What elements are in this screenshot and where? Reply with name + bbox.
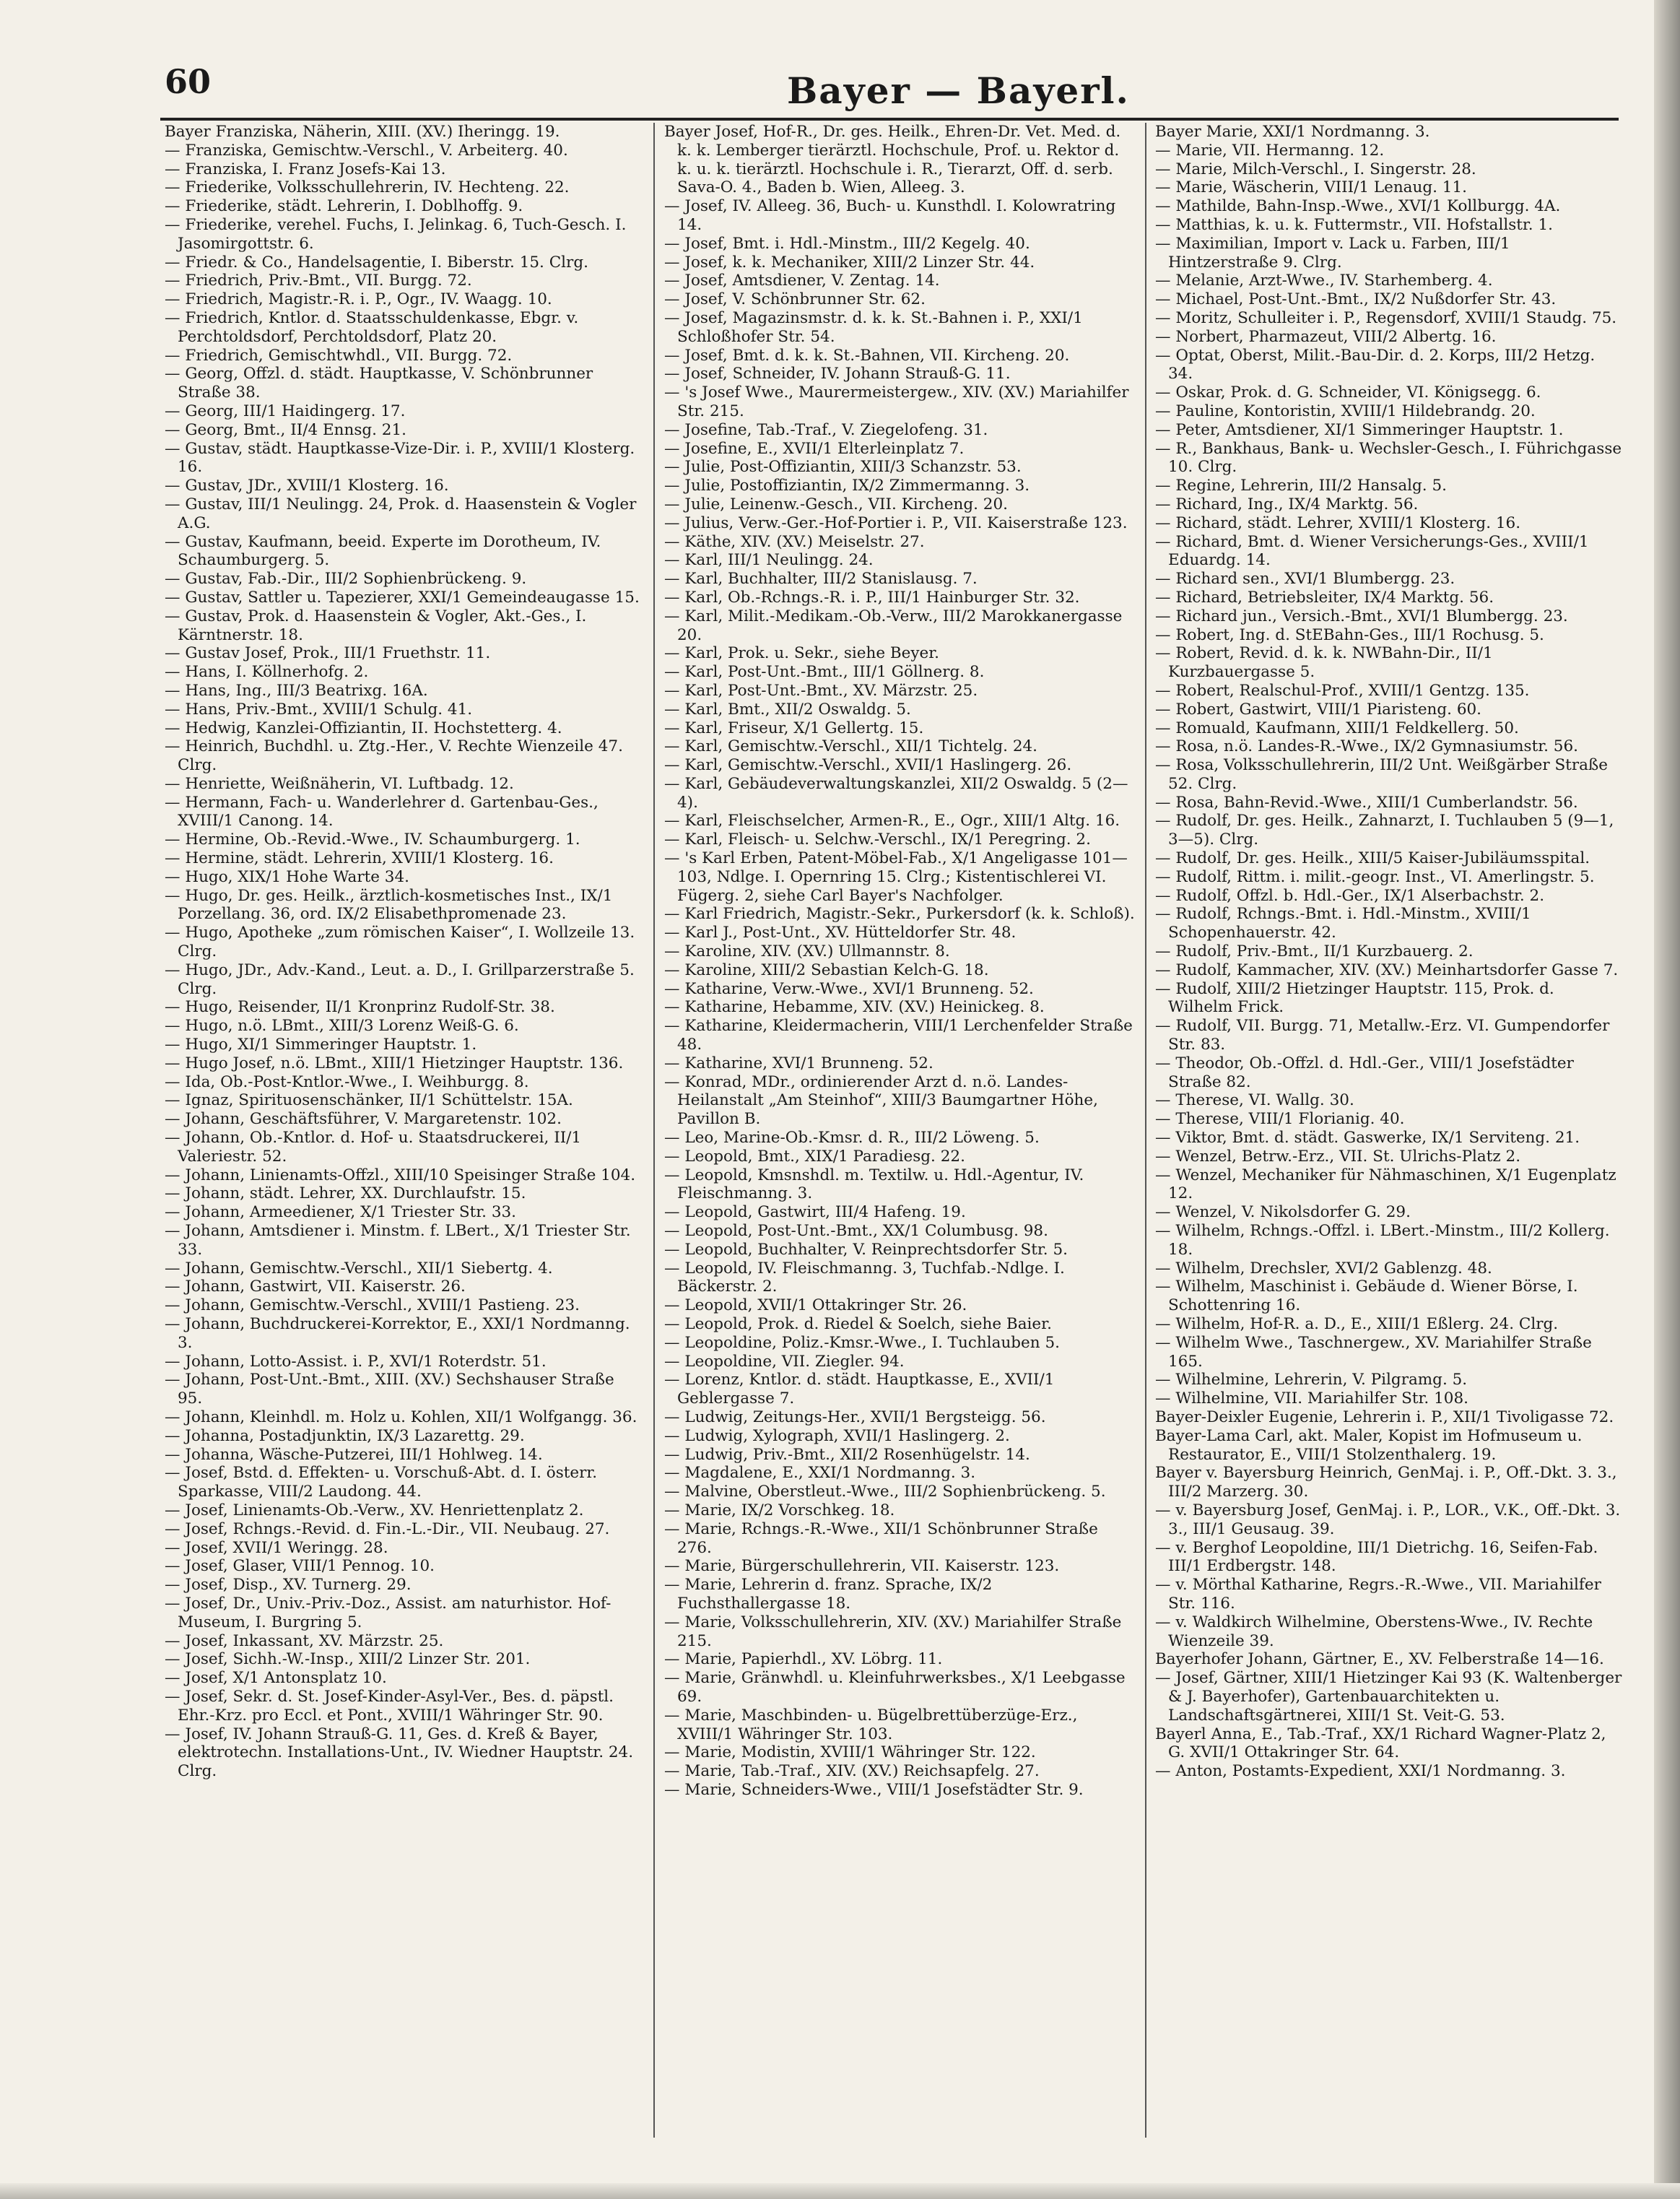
directory-entry: — Marie, Modistin, XVIII/1 Währinger Str. 122. bbox=[664, 1743, 1036, 1762]
directory-entry: — Karl, Buchhalter, III/2 Stanislausg. 7. bbox=[664, 570, 978, 589]
directory-entry: — Gustav, Sattler u. Tapezierer, XXI/1 Gemeindeaugasse 15. bbox=[165, 588, 640, 607]
directory-entry: — Rudolf, Rittm. i. milit.-geogr. Inst., VI. Amerlingstr. 5. bbox=[1155, 867, 1595, 886]
directory-entry: — Richard jun., Versich.-Bmt., XVI/1 Blumbergg. 23. bbox=[1155, 607, 1568, 625]
directory-entry: — Richard, Ing., IX/4 Marktg. 56. bbox=[1155, 495, 1419, 513]
directory-entry: — Josef, XVII/1 Weringg. 28. bbox=[165, 1538, 388, 1557]
directory-entry: — Josefine, E., XVII/1 Elterleinplatz 7. bbox=[664, 439, 965, 458]
directory-entry: — Johann, Linienamts-Offzl., XIII/10 Speisinger Straße 104. bbox=[165, 1166, 636, 1184]
directory-entry: — Josef, Sekr. d. St. Josef-Kinder-Asyl-Ver., Bes. d. päpstl. Ehr.-Krz. pro Eccl. et Pont., XVIII/1 Währinger Str. 90. bbox=[165, 1687, 614, 1725]
directory-entry: — Regine, Lehrerin, III/2 Hansalg. 5. bbox=[1155, 477, 1447, 495]
directory-entry: — Josef, IV. Alleeg. 36, Buch- u. Kunsthdl. I. Kolowratring 14. bbox=[664, 197, 1116, 234]
directory-entry: — Wilhelmine, VII. Mariahilfer Str. 108. bbox=[1155, 1389, 1468, 1408]
directory-entry: — Moritz, Schulleiter i. P., Regensdorf, XVIII/1 Staudg. 75. bbox=[1155, 308, 1617, 327]
column-divider bbox=[653, 123, 655, 2138]
directory-entry: — Hermine, städt. Lehrerin, XVIII/1 Klosterg. 16. bbox=[165, 849, 554, 868]
directory-entry: — Karl, Friseur, X/1 Gellertg. 15. bbox=[664, 719, 924, 737]
directory-entry: — Karl, Fleischselcher, Armen-R., E., Ogr., XIII/1 Altg. 16. bbox=[664, 812, 1120, 830]
directory-entry: — Leopoldine, VII. Ziegler. 94. bbox=[664, 1352, 905, 1371]
directory-entry: — Michael, Post-Unt.-Bmt., IX/2 Nußdorfer Str. 43. bbox=[1155, 290, 1557, 309]
directory-entry: — Franziska, I. Franz Josefs-Kai 13. bbox=[165, 160, 446, 178]
directory-entry: — Hugo, n.ö. LBmt., XIII/3 Lorenz Weiß-G. 6. bbox=[165, 1017, 519, 1036]
directory-entry: — Pauline, Kontoristin, XVIII/1 Hildebrandg. 20. bbox=[1155, 402, 1536, 420]
directory-entry: — Therese, VIII/1 Florianig. 40. bbox=[1155, 1110, 1405, 1129]
directory-entry: — Julie, Leinenw.-Gesch., VII. Kircheng. 20. bbox=[664, 495, 1008, 513]
directory-entry: — Johann, Post-Unt.-Bmt., XIII. (XV.) Sechshauser Straße 95. bbox=[165, 1371, 614, 1408]
directory-entry: — Johann, Buchdruckerei-Korrektor, E., XXI/1 Nordmanng. 3. bbox=[165, 1315, 630, 1352]
directory-entry: — Georg, III/1 Haidingerg. 17. bbox=[165, 402, 406, 420]
directory-entry: — Marie, Gränwhdl. u. Kleinfuhrwerksbes., X/1 Leebgasse 69. bbox=[664, 1669, 1126, 1706]
directory-entry: — Josef, X/1 Antonsplatz 10. bbox=[165, 1669, 387, 1688]
directory-entry: — Robert, Ing. d. StEBahn-Ges., III/1 Rochusg. 5. bbox=[1155, 625, 1544, 644]
directory-entry: — Gustav, Fab.-Dir., III/2 Sophienbrückeng. 9. bbox=[165, 570, 527, 589]
directory-entry: — v. Berghof Leopoldine, III/1 Dietrichg. 16, Seifen-Fab. III/1 Erdbergstr. 148. bbox=[1155, 1538, 1598, 1576]
directory-entry: — Wenzel, V. Nikolsdorfer G. 29. bbox=[1155, 1203, 1411, 1222]
directory-entry: — Gustav, JDr., XVIII/1 Klosterg. 16. bbox=[165, 477, 449, 495]
directory-entry: — Mathilde, Bahn-Insp.-Wwe., XVI/1 Kollburgg. 4A. bbox=[1155, 197, 1561, 216]
directory-entry: — Friedrich, Magistr.-R. i. P., Ogr., IV. Waagg. 10. bbox=[165, 290, 552, 309]
directory-entry: — Gustav, Prok. d. Haasenstein & Vogler, Akt.-Ges., I. Kärntnerstr. 18. bbox=[165, 607, 587, 644]
directory-entry: — Hugo, Reisender, II/1 Kronprinz Rudolf-Str. 38. bbox=[165, 998, 555, 1017]
directory-entry: — Robert, Revid. d. k. k. NWBahn-Dir., II/1 Kurzbauergasse 5. bbox=[1155, 644, 1493, 682]
directory-column-3 bbox=[1155, 123, 1623, 2159]
directory-entry: — Robert, Gastwirt, VIII/1 Piaristeng. 60. bbox=[1155, 700, 1482, 719]
directory-entry: — Karl, Bmt., XII/2 Oswaldg. 5. bbox=[664, 700, 911, 719]
directory-entry: — Johann, Geschäftsführer, V. Margaretenstr. 102. bbox=[165, 1110, 562, 1129]
directory-entry: — Karl J., Post-Unt., XV. Hütteldorfer Str. 48. bbox=[664, 924, 1017, 942]
directory-entry: — Optat, Oberst, Milit.-Bau-Dir. d. 2. Korps, III/2 Hetzg. 34. bbox=[1155, 346, 1596, 383]
directory-entry: — Marie, Tab.-Traf., XIV. (XV.) Reichsapfelg. 27. bbox=[664, 1762, 1040, 1781]
directory-entry: — Josef, Gärtner, XIII/1 Hietzinger Kai 93 (K. Waltenberger & J. Bayerhofer), Gartenbauarchitekten u. Landschaftsgärtnerei, XIII/1 St. Veit-G. 53. bbox=[1155, 1669, 1622, 1725]
directory-entry: — Johann, Amtsdiener i. Minstm. f. LBert., X/1 Triester Str. 33. bbox=[165, 1222, 631, 1259]
directory-entry: — Richard, Betriebsleiter, IX/4 Marktg. 56. bbox=[1155, 588, 1494, 607]
directory-entry: — Peter, Amtsdiener, XI/1 Simmeringer Hauptstr. 1. bbox=[1155, 420, 1564, 439]
directory-entry: — Gustav, III/1 Neulingg. 24, Prok. d. Haasenstein & Vogler A.G. bbox=[165, 495, 637, 532]
directory-entry: — Hermann, Fach- u. Wanderlehrer d. Gartenbau-Ges., XVIII/1 Canong. 14. bbox=[165, 793, 599, 830]
directory-entry: — Oskar, Prok. d. G. Schneider, VI. Königsegg. 6. bbox=[1155, 383, 1541, 402]
directory-entry: — Romuald, Kaufmann, XIII/1 Feldkellerg. 50. bbox=[1155, 719, 1519, 737]
directory-entry: — Johann, städt. Lehrer, XX. Durchlaufstr. 15. bbox=[165, 1184, 526, 1203]
column-divider bbox=[1145, 123, 1146, 2138]
directory-entry: — Rosa, n.ö. Landes-R.-Wwe., IX/2 Gymnasiumstr. 56. bbox=[1155, 737, 1578, 756]
directory-entry: — Josefine, Tab.-Traf., V. Ziegelofeng. 31. bbox=[664, 420, 988, 439]
directory-entry: — Leopold, Post-Unt.-Bmt., XX/1 Columbusg. 98. bbox=[664, 1222, 1048, 1241]
directory-entry: — Rosa, Volksschullehrerin, III/2 Unt. Weißgärber Straße 52. Clrg. bbox=[1155, 756, 1609, 793]
directory-entry: — Rudolf, Dr. ges. Heilk., Zahnarzt, I. Tuchlauben 5 (9—1, 3—5). Clrg. bbox=[1155, 812, 1614, 849]
directory-entry: — Hans, Priv.-Bmt., XVIII/1 Schulg. 41. bbox=[165, 700, 473, 719]
directory-entry: — Konrad, MDr., ordinierender Arzt d. n.ö. Landes-Heilanstalt „Am Steinhof“, XIII/3 Baumgartner Höhe, Pavillon B. bbox=[664, 1072, 1098, 1129]
directory-entry: — Wenzel, Betrw.-Erz., VII. St. Ulrichs-Platz 2. bbox=[1155, 1147, 1521, 1166]
directory-entry: — Rudolf, Kammacher, XIV. (XV.) Meinhartsdorfer Gasse 7. bbox=[1155, 960, 1619, 979]
directory-entry: Bayerhofer Johann, Gärtner, E., XV. Felberstraße 14—16. bbox=[1155, 1650, 1604, 1669]
directory-entry: — Gustav Josef, Prok., III/1 Fruethstr. 11. bbox=[165, 644, 491, 663]
running-head: Bayer — Bayerl. bbox=[787, 69, 1130, 112]
directory-entry: — Marie, Rchngs.-R.-Wwe., XII/1 Schönbrunner Straße 276. bbox=[664, 1519, 1098, 1557]
directory-entry: — Friedrich, Priv.-Bmt., VII. Burgg. 72. bbox=[165, 272, 472, 290]
directory-entry: — Wilhelm Wwe., Taschnergew., XV. Mariahilfer Straße 165. bbox=[1155, 1333, 1592, 1371]
directory-entry: — Karoline, XIII/2 Sebastian Kelch-G. 18. bbox=[664, 960, 989, 979]
directory-entry: — Karl, Ob.-Rchngs.-R. i. P., III/1 Hainburger Str. 32. bbox=[664, 588, 1080, 607]
directory-entry: — Melanie, Arzt-Wwe., IV. Starhemberg. 4. bbox=[1155, 272, 1493, 290]
directory-entry: — Rudolf, Dr. ges. Heilk., XIII/5 Kaiser-Jubiläumsspital. bbox=[1155, 849, 1590, 868]
directory-entry: — Leopold, Kmsnshdl. m. Textilw. u. Hdl.-Agentur, IV. Fleischmanng. 3. bbox=[664, 1166, 1084, 1203]
directory-entry: — Hugo, Dr. ges. Heilk., ärztlich-kosmetisches Inst., IX/1 Porzellang. 36, ord. IX/2 Elisabethpromenade 23. bbox=[165, 886, 613, 924]
page-edge-right bbox=[1654, 0, 1680, 2199]
directory-entry: — Josef, Bstd. d. Effekten- u. Vorschuß-Abt. d. I. österr. Sparkasse, VIII/2 Laudong. 44. bbox=[165, 1464, 598, 1501]
directory-entry: — Marie, Bürgerschullehrerin, VII. Kaiserstr. 123. bbox=[664, 1557, 1060, 1576]
directory-entry: — Wilhelmine, Lehrerin, V. Pilgramg. 5. bbox=[1155, 1371, 1468, 1389]
directory-entry: — Julie, Post-Offiziantin, XIII/3 Schanzstr. 53. bbox=[664, 458, 1022, 477]
directory-entry: — Marie, Milch-Verschl., I. Singerstr. 28. bbox=[1155, 160, 1476, 178]
directory-entry: — Marie, IX/2 Vorschkeg. 18. bbox=[664, 1501, 895, 1519]
directory-entry: — Ludwig, Priv.-Bmt., XII/2 Rosenhügelstr. 14. bbox=[664, 1445, 1030, 1464]
directory-entry: — Josef, Dr., Univ.-Priv.-Doz., Assist. am naturhistor. Hof-Museum, I. Burgring 5. bbox=[165, 1594, 611, 1631]
directory-entry: — Johann, Gastwirt, VII. Kaiserstr. 26. bbox=[165, 1278, 466, 1296]
directory-entry: — Josef, IV. Johann Strauß-G. 11, Ges. d. Kreß & Bayer, elektrotechn. Installations-Unt., IV. Wiedner Hauptstr. 24. Clrg. bbox=[165, 1725, 634, 1781]
directory-entry: — Johann, Gemischtw.-Verschl., XVIII/1 Pastieng. 23. bbox=[165, 1296, 580, 1315]
directory-entry: — Josef, Magazinsmstr. d. k. k. St.-Bahnen i. P., XXI/1 Schloßhofer Str. 54. bbox=[664, 308, 1083, 346]
directory-entry: — Johann, Armeediener, X/1 Triester Str. 33. bbox=[165, 1203, 517, 1222]
directory-entry: — Hans, Ing., III/3 Beatrixg. 16A. bbox=[165, 681, 428, 700]
directory-entry: — Rudolf, Priv.-Bmt., II/1 Kurzbauerg. 2. bbox=[1155, 942, 1474, 961]
directory-entry: — Robert, Realschul-Prof., XVIII/1 Gentzg. 135. bbox=[1155, 681, 1530, 700]
directory-entry: — Josef, Schneider, IV. Johann Strauß-G. 11. bbox=[664, 365, 1011, 383]
directory-entry: — Katharine, XVI/1 Brunneng. 52. bbox=[664, 1054, 933, 1072]
directory-entry: — Leopold, Bmt., XIX/1 Paradiesg. 22. bbox=[664, 1147, 965, 1166]
directory-entry: — Hugo, XI/1 Simmeringer Hauptstr. 1. bbox=[165, 1036, 477, 1054]
directory-entry: — Johanna, Wäsche-Putzerei, III/1 Hohlweg. 14. bbox=[165, 1445, 543, 1464]
directory-entry: — Rudolf, Offzl. b. Hdl.-Ger., IX/1 Alserbachstr. 2. bbox=[1155, 886, 1545, 905]
directory-entry: Bayer-Deixler Eugenie, Lehrerin i. P., XII/1 Tivoligasse 72. bbox=[1155, 1408, 1614, 1426]
directory-entry: — Rudolf, Rchngs.-Bmt. i. Hdl.-Minstm., XVIII/1 Schopenhauerstr. 42. bbox=[1155, 905, 1531, 942]
directory-entry: — Friederike, städt. Lehrerin, I. Doblhoffg. 9. bbox=[165, 197, 523, 216]
directory-entry: — Marie, Papierhdl., XV. Löbrg. 11. bbox=[664, 1650, 943, 1669]
directory-entry: — Karl, III/1 Neulingg. 24. bbox=[664, 551, 874, 570]
directory-entry: — Leopold, IV. Fleischmanng. 3, Tuchfab.-Ndlge. I. Bäckerstr. 2. bbox=[664, 1259, 1065, 1296]
directory-entry: — Hugo Josef, n.ö. LBmt., XIII/1 Hietzinger Hauptstr. 136. bbox=[165, 1054, 624, 1072]
directory-entry: — Richard sen., XVI/1 Blumbergg. 23. bbox=[1155, 570, 1455, 589]
directory-entry: Bayer Josef, Hof-R., Dr. ges. Heilk., Ehren-Dr. Vet. Med. d. k. k. Lemberger tierärztl. Hochschule, Prof. u. Rektor d. k. u. k. tierärztl. Hochschule i. R., Tierarzt, Off. d. serb. Sava-O. 4., Baden b. Wien, Alleeg. 3. bbox=[664, 123, 1121, 197]
directory-entry: — Friedrich, Kntlor. d. Staatsschuldenkasse, Ebgr. v. Perchtoldsdorf, Perchtoldsdorf, Platz 20. bbox=[165, 308, 579, 346]
directory-entry: — Marie, Volksschullehrerin, XIV. (XV.) Mariahilfer Straße 215. bbox=[664, 1613, 1122, 1650]
directory-entry: — Karl, Prok. u. Sekr., siehe Beyer. bbox=[664, 644, 940, 663]
directory-column-2 bbox=[664, 123, 1135, 2159]
directory-entry: — Hans, I. Köllnerhofg. 2. bbox=[165, 663, 369, 682]
directory-entry: — Wilhelm, Rchngs.-Offzl. i. LBert.-Minstm., III/2 Kollerg. 18. bbox=[1155, 1222, 1610, 1259]
directory-entry: — Henriette, Weißnäherin, VI. Luftbadg. 12. bbox=[165, 774, 514, 793]
directory-entry: — Hedwig, Kanzlei-Offiziantin, II. Hochstetterg. 4. bbox=[165, 719, 562, 737]
directory-entry: — Wilhelm, Hof-R. a. D., E., XIII/1 Eßlerg. 24. Clrg. bbox=[1155, 1315, 1559, 1333]
directory-entry: — Josef, Bmt. i. Hdl.-Minstm., III/2 Kegelg. 40. bbox=[664, 234, 1030, 253]
directory-entry: — Hermine, Ob.-Revid.-Wwe., IV. Schaumburgerg. 1. bbox=[165, 830, 580, 849]
directory-entry: — Katharine, Verw.-Wwe., XVI/1 Brunneng. 52. bbox=[664, 979, 1034, 998]
directory-entry: — Gustav, städt. Hauptkasse-Vize-Dir. i. P., XVIII/1 Klosterg. 16. bbox=[165, 439, 635, 477]
directory-entry: — Norbert, Pharmazeut, VIII/2 Albertg. 16. bbox=[1155, 327, 1497, 346]
directory-entry: — Johanna, Postadjunktin, IX/3 Lazarettg. 29. bbox=[165, 1426, 525, 1445]
directory-entry: — Rosa, Bahn-Revid.-Wwe., XIII/1 Cumberlandstr. 56. bbox=[1155, 793, 1578, 812]
directory-entry: — Katharine, Hebamme, XIV. (XV.) Heinickeg. 8. bbox=[664, 998, 1045, 1017]
directory-entry: — Richard, Bmt. d. Wiener Versicherungs-Ges., XVIII/1 Eduardg. 14. bbox=[1155, 532, 1589, 570]
directory-entry: — Leopold, Prok. d. Riedel & Soelch, siehe Baier. bbox=[664, 1315, 1052, 1333]
directory-entry: — Richard, städt. Lehrer, XVIII/1 Klosterg. 16. bbox=[1155, 513, 1521, 532]
directory-entry: — Theodor, Ob.-Offzl. d. Hdl.-Ger., VIII/1 Josefstädter Straße 82. bbox=[1155, 1054, 1574, 1091]
directory-entry: Bayer Franziska, Näherin, XIII. (XV.) Iheringg. 19. bbox=[165, 123, 560, 141]
directory-entry: — Leo, Marine-Ob.-Kmsr. d. R., III/2 Löweng. 5. bbox=[664, 1129, 1040, 1148]
directory-entry: — Karl, Gemischtw.-Verschl., XII/1 Tichtelg. 24. bbox=[664, 737, 1038, 756]
directory-entry: — Leopold, Buchhalter, V. Reinprechtsdorfer Str. 5. bbox=[664, 1240, 1068, 1259]
directory-entry: — 's Karl Erben, Patent-Möbel-Fab., X/1 Angeligasse 101—103, Ndlge. I. Opernring 15. Clrg.; Kistentischlerei VI. Fügerg. 2, siehe Carl Bayer's Nachfolger. bbox=[664, 849, 1128, 905]
directory-entry: — Johann, Kleinhdl. m. Holz u. Kohlen, XII/1 Wolfgangg. 36. bbox=[165, 1408, 637, 1426]
directory-entry: — Josef, Disp., XV. Turnerg. 29. bbox=[165, 1576, 412, 1595]
directory-entry: — Marie, Lehrerin d. franz. Sprache, IX/2 Fuchsthallergasse 18. bbox=[664, 1576, 993, 1613]
directory-entry: — Julie, Postoffiziantin, IX/2 Zimmermanng. 3. bbox=[664, 477, 1030, 495]
directory-entry: — Friedrich, Gemischtwhdl., VII. Burgg. 72. bbox=[165, 346, 513, 365]
directory-entry: — Ludwig, Xylograph, XVII/1 Haslingerg. 2. bbox=[664, 1426, 1010, 1445]
directory-entry: — Ignaz, Spirituosenschänker, II/1 Schüttelstr. 15A. bbox=[165, 1091, 573, 1110]
directory-entry: — Josef, Sichh.-W.-Insp., XIII/2 Linzer Str. 201. bbox=[165, 1650, 531, 1669]
directory-entry: — Franziska, Gemischtw.-Verschl., V. Arbeiterg. 40. bbox=[165, 141, 568, 160]
directory-entry: — Karl Friedrich, Magistr.-Sekr., Purkersdorf (k. k. Schloß). bbox=[664, 905, 1135, 924]
directory-entry: — Josef, Bmt. d. k. k. St.-Bahnen, VII. Kircheng. 20. bbox=[664, 346, 1070, 365]
directory-entry: Bayerl Anna, E., Tab.-Traf., XX/1 Richard Wagner-Platz 2, G. XVII/1 Ottakringer Str. 64. bbox=[1155, 1725, 1606, 1762]
directory-entry: — v. Mörthal Katharine, Regrs.-R.-Wwe., VII. Mariahilfer Str. 116. bbox=[1155, 1576, 1601, 1613]
directory-entry: — Karl, Milit.-Medikam.-Ob.-Verw., III/2 Marokkanergasse 20. bbox=[664, 607, 1123, 644]
directory-entry: — Leopold, XVII/1 Ottakringer Str. 26. bbox=[664, 1296, 967, 1315]
directory-entry: — Hugo, XIX/1 Hohe Warte 34. bbox=[165, 867, 409, 886]
directory-entry: — Karl, Gebäudeverwaltungskanzlei, XII/2 Oswaldg. 5 (2—4). bbox=[664, 774, 1128, 812]
directory-entry: — Karl, Post-Unt.-Bmt., III/1 Göllnerg. 8. bbox=[664, 663, 985, 682]
directory-entry: Bayer v. Bayersburg Heinrich, GenMaj. i. P., Off.-Dkt. 3. 3., III/2 Marzerg. 30. bbox=[1155, 1464, 1617, 1501]
directory-entry: — Georg, Offzl. d. städt. Hauptkasse, V. Schönbrunner Straße 38. bbox=[165, 365, 593, 402]
directory-entry: — Johann, Ob.-Kntlor. d. Hof- u. Staatsdruckerei, II/1 Valeriestr. 52. bbox=[165, 1129, 582, 1166]
directory-entry: Bayer Marie, XXI/1 Nordmanng. 3. bbox=[1155, 123, 1430, 141]
directory-entry: — Ida, Ob.-Post-Kntlor.-Wwe., I. Weihburgg. 8. bbox=[165, 1072, 529, 1091]
directory-entry: — Rudolf, XIII/2 Hietzinger Hauptstr. 115, Prok. d. Wilhelm Frick. bbox=[1155, 979, 1554, 1017]
directory-entry: — Karl, Gemischtw.-Verschl., XVII/1 Haslingerg. 26. bbox=[664, 756, 1072, 775]
page-edge-bottom bbox=[0, 2183, 1680, 2199]
header-rule bbox=[160, 118, 1619, 121]
directory-entry: — Karl, Fleisch- u. Selchw.-Verschl., IX/1 Peregring. 2. bbox=[664, 830, 1091, 849]
directory-entry: — Karoline, XIV. (XV.) Ullmannstr. 8. bbox=[664, 942, 950, 961]
page-number: 60 bbox=[165, 62, 212, 101]
directory-entry: — Friederike, verehel. Fuchs, I. Jelinkag. 6, Tuch-Gesch. I. Jasomirgottstr. 6. bbox=[165, 215, 627, 253]
directory-entry: — Josef, Amtsdiener, V. Zentag. 14. bbox=[664, 272, 940, 290]
directory-entry: — Viktor, Bmt. d. städt. Gaswerke, IX/1 Serviteng. 21. bbox=[1155, 1129, 1580, 1148]
directory-entry: — Rudolf, VII. Burgg. 71, Metallw.-Erz. VI. Gumpendorfer Str. 83. bbox=[1155, 1017, 1610, 1054]
directory-entry: — Marie, Schneiders-Wwe., VIII/1 Josefstädter Str. 9. bbox=[664, 1780, 1084, 1799]
directory-entry: — v. Waldkirch Wilhelmine, Oberstens-Wwe., IV. Rechte Wienzeile 39. bbox=[1155, 1613, 1593, 1650]
directory-entry: — Julius, Verw.-Ger.-Hof-Portier i. P., VII. Kaiserstraße 123. bbox=[664, 513, 1128, 532]
directory-entry: — Josef, Linienamts-Ob.-Verw., XV. Henriettenplatz 2. bbox=[165, 1501, 584, 1519]
directory-entry: — Leopold, Gastwirt, III/4 Hafeng. 19. bbox=[664, 1203, 966, 1222]
directory-entry: — Katharine, Kleidermacherin, VIII/1 Lerchenfelder Straße 48. bbox=[664, 1017, 1133, 1054]
directory-entry: — 's Josef Wwe., Maurermeistergew., XIV. (XV.) Mariahilfer Str. 215. bbox=[664, 383, 1129, 420]
directory-entry: — R., Bankhaus, Bank- u. Wechsler-Gesch., I. Führichgasse 10. Clrg. bbox=[1155, 439, 1622, 477]
directory-entry: — Heinrich, Buchdhl. u. Ztg.-Her., V. Rechte Wienzeile 47. Clrg. bbox=[165, 737, 623, 775]
directory-entry: — Ludwig, Zeitungs-Her., XVII/1 Bergsteigg. 56. bbox=[664, 1408, 1046, 1426]
directory-column-1 bbox=[165, 123, 643, 2159]
directory-entry: — Marie, Wäscherin, VIII/1 Lenaug. 11. bbox=[1155, 178, 1467, 197]
directory-entry: — Leopoldine, Poliz.-Kmsr.-Wwe., I. Tuchlauben 5. bbox=[664, 1333, 1060, 1352]
directory-entry: — Josef, k. k. Mechaniker, XIII/2 Linzer Str. 44. bbox=[664, 253, 1035, 272]
directory-entry: — Wenzel, Mechaniker für Nähmaschinen, X/1 Eugenplatz 12. bbox=[1155, 1166, 1616, 1203]
directory-entry: — Matthias, k. u. k. Futtermstr., VII. Hofstallstr. 1. bbox=[1155, 215, 1553, 234]
directory-entry: — Josef, Rchngs.-Revid. d. Fin.-L.-Dir., VII. Neubaug. 27. bbox=[165, 1519, 610, 1538]
directory-entry: — Josef, Inkassant, XV. Märzstr. 25. bbox=[165, 1631, 444, 1650]
directory-entry: — Friedr. & Co., Handelsagentie, I. Biberstr. 15. Clrg. bbox=[165, 253, 588, 272]
directory-entry: — Magdalene, E., XXI/1 Nordmanng. 3. bbox=[664, 1464, 976, 1483]
directory-entry: — Hugo, Apotheke „zum römischen Kaiser“, I. Wollzeile 13. Clrg. bbox=[165, 924, 635, 961]
directory-entry: — Käthe, XIV. (XV.) Meiselstr. 27. bbox=[664, 532, 925, 551]
directory-entry: — Marie, VII. Hermanng. 12. bbox=[1155, 141, 1385, 160]
directory-entry: — Maximilian, Import v. Lack u. Farben, III/1 Hintzerstraße 9. Clrg. bbox=[1155, 234, 1510, 272]
directory-entry: — Johann, Lotto-Assist. i. P., XVI/1 Roterdstr. 51. bbox=[165, 1352, 547, 1371]
directory-entry: — Malvine, Oberstleut.-Wwe., III/2 Sophienbrückeng. 5. bbox=[664, 1483, 1106, 1501]
directory-entry: — Karl, Post-Unt.-Bmt., XV. Märzstr. 25. bbox=[664, 681, 978, 700]
directory-entry: — Anton, Postamts-Expedient, XXI/1 Nordmanng. 3. bbox=[1155, 1762, 1566, 1781]
directory-entry: — Gustav, Kaufmann, beeid. Experte im Dorotheum, IV. Schaumburgerg. 5. bbox=[165, 532, 601, 570]
directory-entry: — Hugo, JDr., Adv.-Kand., Leut. a. D., I. Grillparzerstraße 5. Clrg. bbox=[165, 960, 635, 998]
directory-entry: — Wilhelm, Maschinist i. Gebäude d. Wiener Börse, I. Schottenring 16. bbox=[1155, 1278, 1578, 1315]
directory-entry: Bayer-Lama Carl, akt. Maler, Kopist im Hofmuseum u. Restaurator, E., VIII/1 Stolzenthalerg. 19. bbox=[1155, 1426, 1583, 1464]
directory-entry: — Johann, Gemischtw.-Verschl., XII/1 Siebertg. 4. bbox=[165, 1259, 553, 1278]
directory-entry: — Lorenz, Kntlor. d. städt. Hauptkasse, E., XVII/1 Geblergasse 7. bbox=[664, 1371, 1055, 1408]
directory-entry: — Therese, VI. Wallg. 30. bbox=[1155, 1091, 1354, 1110]
directory-entry: — Josef, V. Schönbrunner Str. 62. bbox=[664, 290, 926, 309]
directory-entry: — Marie, Maschbinden- u. Bügelbrettüberzüge-Erz., XVIII/1 Währinger Str. 103. bbox=[664, 1706, 1078, 1743]
directory-entry: — Wilhelm, Drechsler, XVI/2 Gablenzg. 48. bbox=[1155, 1259, 1492, 1278]
directory-entry: — Georg, Bmt., II/4 Ennsg. 21. bbox=[165, 420, 407, 439]
directory-entry: — Josef, Glaser, VIII/1 Pennog. 10. bbox=[165, 1557, 435, 1576]
directory-entry: — Friederike, Volksschullehrerin, IV. Hechteng. 22. bbox=[165, 178, 570, 197]
directory-entry: — v. Bayersburg Josef, GenMaj. i. P., LOR., V.K., Off.-Dkt. 3. 3., III/1 Geusaug. 39. bbox=[1155, 1501, 1621, 1538]
